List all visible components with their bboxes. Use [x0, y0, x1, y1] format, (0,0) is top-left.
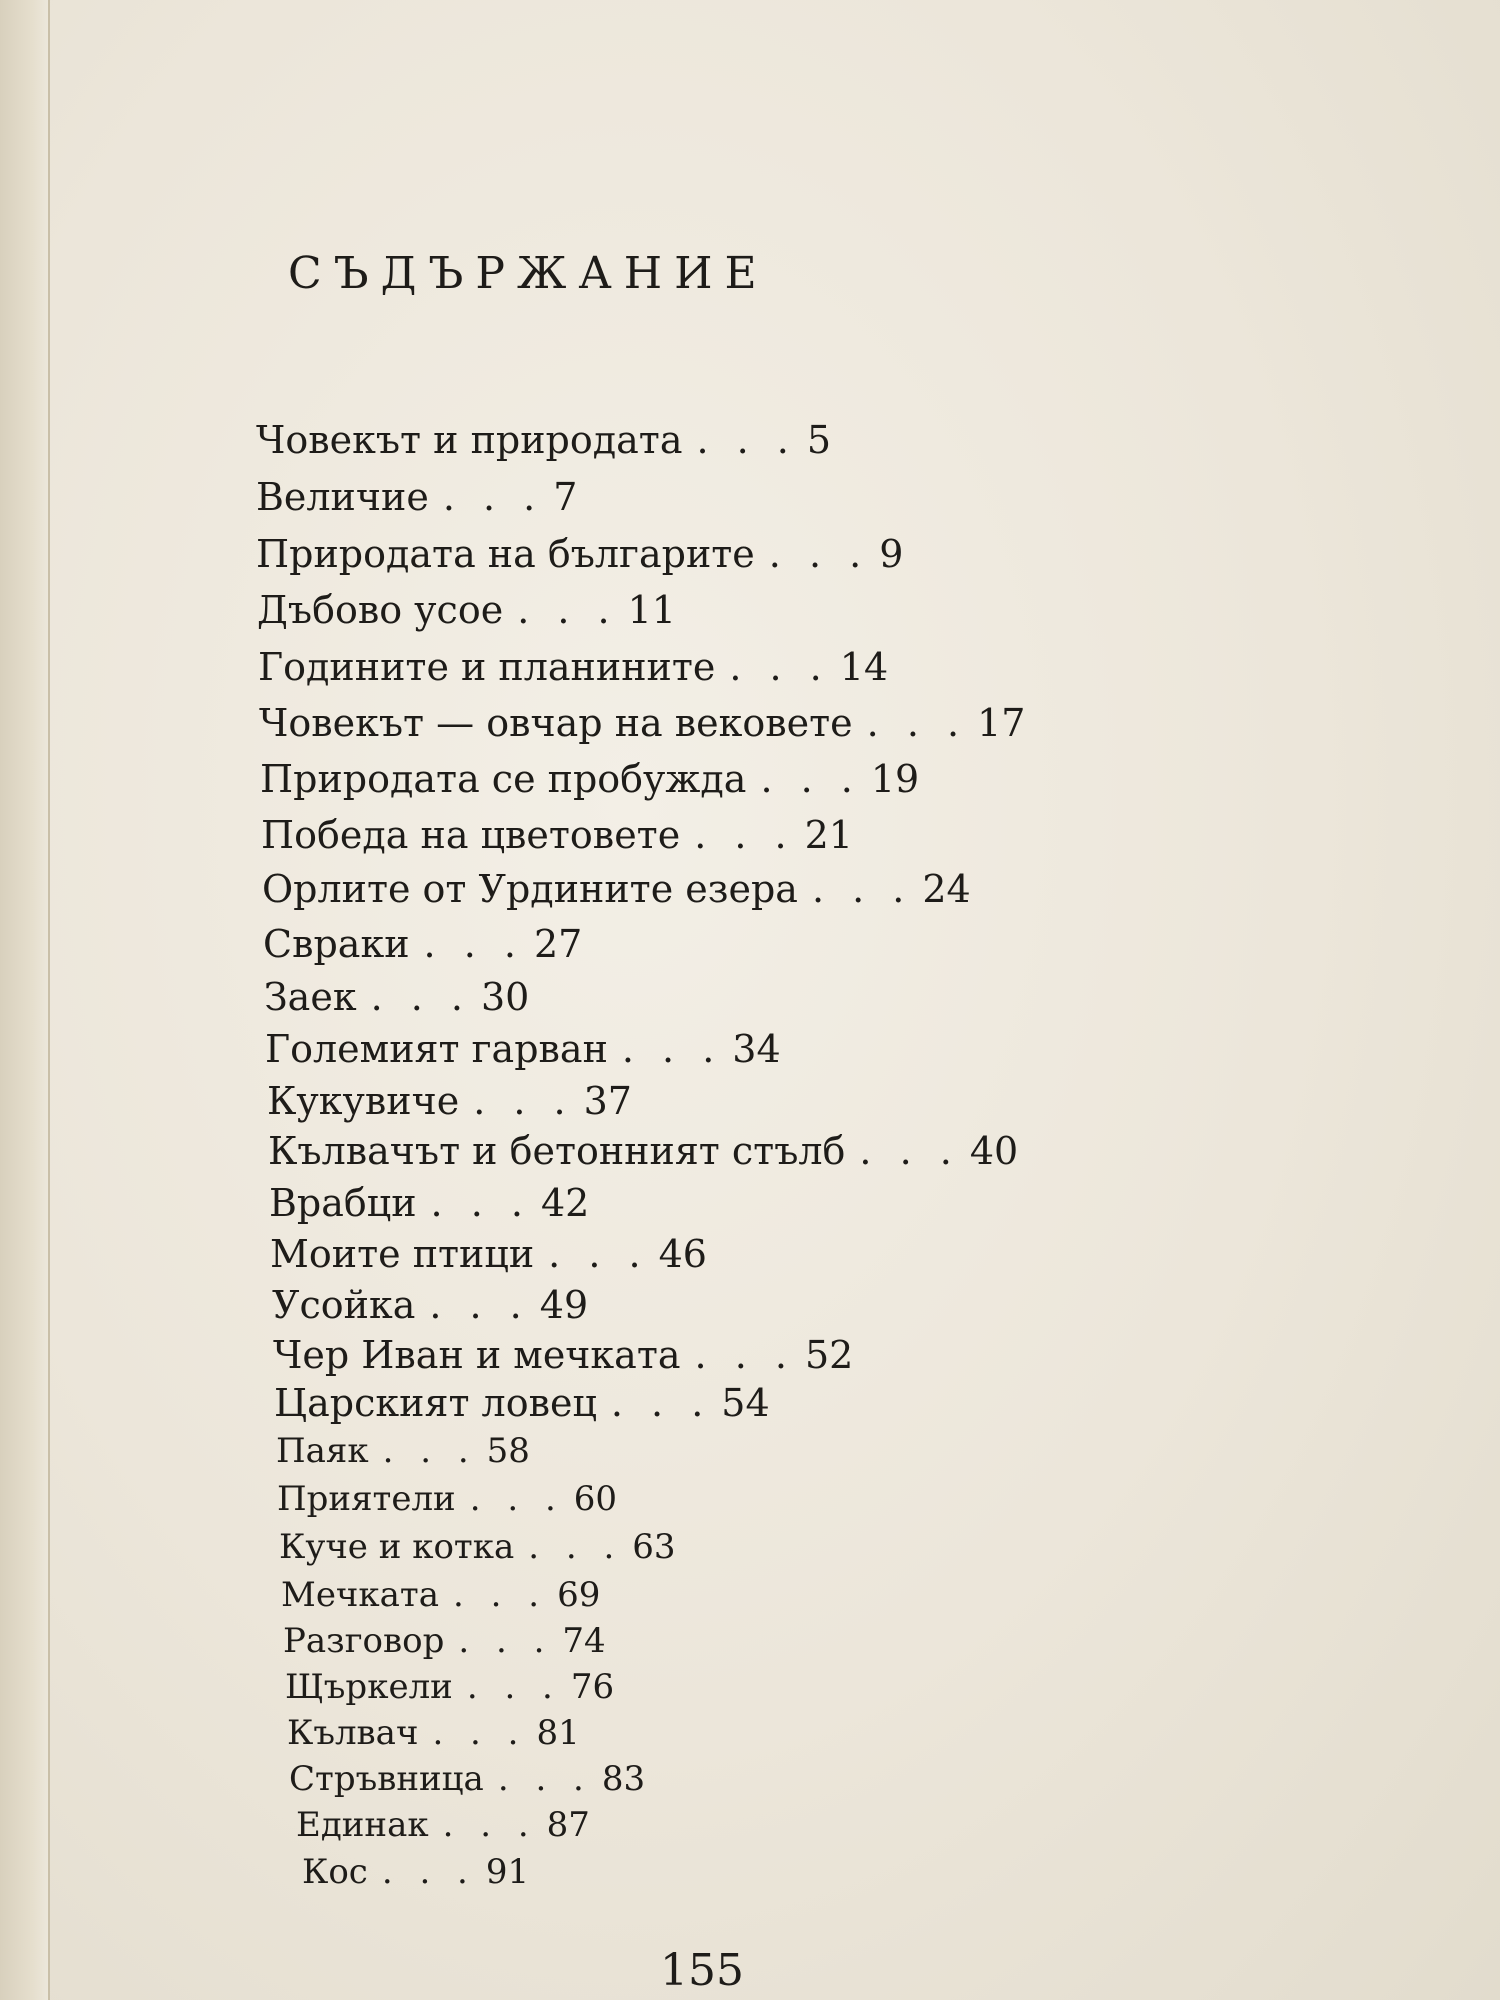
- toc-entry-title: Кълвач: [287, 1713, 419, 1753]
- toc-entry-page: 52: [804, 1333, 854, 1377]
- toc-entry-page: 81: [536, 1713, 580, 1753]
- toc-entry-page: 49: [539, 1283, 589, 1327]
- toc-entry-title: Разговор: [283, 1621, 445, 1661]
- toc-entry-leader: . . .: [497, 1759, 592, 1799]
- toc-entry-leader: . . .: [442, 1805, 537, 1845]
- toc-entry-leader: . . .: [458, 1621, 553, 1661]
- toc-entry: [256, 532, 904, 576]
- toc-entry: [257, 588, 676, 632]
- toc-entry-leader: . . .: [517, 588, 618, 632]
- toc-entry-title: Годините и планините: [258, 645, 716, 689]
- toc-entry: [302, 1852, 530, 1892]
- toc-entry-page: 7: [553, 475, 578, 519]
- toc-entry-leader: . . .: [866, 701, 968, 745]
- toc-entry-page: 63: [632, 1527, 676, 1567]
- toc-entry-title: Моите птици: [270, 1232, 535, 1276]
- toc-entry-leader: . . .: [859, 1129, 960, 1173]
- toc-entry-page: 11: [627, 588, 676, 632]
- toc-entry-leader: . . .: [760, 757, 861, 801]
- toc-entry-title: Кукувиче: [267, 1079, 460, 1123]
- toc-entry-leader: . . .: [729, 645, 830, 689]
- toc-entry-leader: . . .: [694, 813, 795, 857]
- toc-entry-page: 42: [540, 1181, 590, 1225]
- toc-entry: [256, 418, 832, 462]
- toc-entry: [281, 1575, 601, 1615]
- toc-entry-title: Кос: [302, 1852, 368, 1892]
- toc-entry: [289, 1759, 646, 1799]
- contents-heading: СЪДЪРЖАНИЕ: [288, 248, 769, 299]
- toc-entry: [269, 1181, 590, 1225]
- toc-entry: [268, 1129, 1019, 1173]
- toc-entry-leader: . . .: [429, 1283, 530, 1327]
- toc-entry: [264, 975, 530, 1019]
- toc-entry-title: Кълвачът и бетонният стълб: [268, 1129, 846, 1173]
- toc-entry-leader: . . .: [548, 1232, 649, 1276]
- toc-entry-leader: . . .: [610, 1381, 712, 1425]
- toc-entry-leader: . . .: [621, 1027, 723, 1071]
- toc-entry-title: Стръвница: [289, 1759, 484, 1799]
- toc-entry-leader: . . .: [381, 1852, 476, 1892]
- toc-entry-page: 58: [486, 1431, 530, 1471]
- toc-entry-title: Свраки: [263, 922, 410, 966]
- toc-entry-page: 27: [533, 922, 583, 966]
- toc-entry: [262, 867, 971, 911]
- toc-entry: [285, 1667, 615, 1707]
- toc-entry-title: Човекът — овчар на вековете: [259, 701, 853, 745]
- toc-entry-page: 30: [480, 975, 530, 1019]
- toc-entry: [272, 1283, 589, 1327]
- toc-entry-page: 14: [839, 645, 889, 689]
- toc-entry-leader: . . .: [768, 532, 870, 576]
- toc-entry: [287, 1713, 580, 1753]
- toc-entry-title: Усойка: [272, 1283, 416, 1327]
- toc-entry-title: Мечката: [281, 1575, 440, 1615]
- toc-entry-title: Победа на цветовете: [261, 813, 681, 857]
- toc-entry-page: 74: [562, 1621, 606, 1661]
- toc-entry-page: 76: [570, 1667, 615, 1707]
- toc-entry-page: 91: [485, 1852, 530, 1892]
- toc-entry-page: 37: [583, 1079, 632, 1123]
- toc-entry: [260, 757, 920, 801]
- toc-entry-page: 69: [557, 1575, 601, 1615]
- toc-entry-leader: . . .: [423, 922, 524, 966]
- toc-entry-title: Врабци: [269, 1181, 417, 1225]
- toc-entry-leader: . . .: [466, 1667, 561, 1707]
- toc-entry-page: 46: [658, 1232, 707, 1276]
- toc-entry-page: 9: [879, 532, 904, 576]
- toc-entry-leader: . . .: [432, 1713, 527, 1753]
- toc-entry: [277, 1479, 618, 1519]
- toc-entry: [276, 1431, 530, 1471]
- toc-entry-title: Природата на българите: [256, 532, 755, 576]
- toc-entry-leader: . . .: [811, 867, 913, 911]
- toc-entry-title: Царският ловец: [274, 1381, 597, 1425]
- toc-entry-title: Заек: [264, 975, 357, 1019]
- toc-entry: [258, 645, 889, 689]
- toc-entry: [261, 813, 853, 857]
- toc-entry-leader: . . .: [528, 1527, 623, 1567]
- toc-entry-title: Чер Иван и мечката: [273, 1333, 681, 1377]
- toc-entry-page: 60: [573, 1479, 618, 1519]
- page-number: 155: [660, 1945, 744, 1996]
- toc-entry-title: Паяк: [276, 1431, 369, 1471]
- toc-entry: [274, 1381, 770, 1425]
- toc-entry-title: Големият гарван: [265, 1027, 608, 1071]
- toc-entry: [279, 1527, 676, 1567]
- toc-entry: [256, 475, 578, 519]
- toc-entry-leader: . . .: [382, 1431, 477, 1471]
- toc-entry-title: Куче и котка: [279, 1527, 515, 1567]
- toc-entry-page: 83: [601, 1759, 646, 1799]
- toc-entry-title: Дъбово усое: [257, 588, 504, 632]
- toc-entry: [263, 922, 583, 966]
- toc-entry-page: 24: [922, 867, 971, 911]
- toc-entry-title: Единак: [296, 1805, 429, 1845]
- toc-entry: [267, 1079, 632, 1123]
- toc-entry-leader: . . .: [696, 418, 797, 462]
- toc-entry-title: Природата се пробужда: [260, 757, 747, 801]
- toc-entry-leader: . . .: [473, 1079, 574, 1123]
- toc-entry-title: Приятели: [277, 1479, 456, 1519]
- toc-entry-page: 87: [546, 1805, 590, 1845]
- toc-entry: [283, 1621, 606, 1661]
- toc-entry-page: 34: [732, 1027, 781, 1071]
- toc-entry-page: 40: [969, 1129, 1019, 1173]
- toc-entry-page: 54: [721, 1381, 770, 1425]
- toc-entry-title: Величие: [256, 475, 429, 519]
- toc-entry-page: 17: [977, 701, 1026, 745]
- toc-entry-leader: . . .: [370, 975, 471, 1019]
- toc-entry-leader: . . .: [469, 1479, 564, 1519]
- toc-entry-page: 21: [804, 813, 853, 857]
- toc-entry-title: Орлите от Урдините езера: [262, 867, 798, 911]
- toc-entry-leader: . . .: [694, 1333, 795, 1377]
- toc-entry-leader: . . .: [453, 1575, 548, 1615]
- toc-entry-page: 19: [870, 757, 920, 801]
- toc-entry-title: Човекът и природата: [256, 418, 683, 462]
- toc-entry-title: Щъркели: [285, 1667, 453, 1707]
- toc-entry: [270, 1232, 707, 1276]
- toc-entry: [296, 1805, 590, 1845]
- toc-entry: [265, 1027, 781, 1071]
- toc-entry: [273, 1333, 854, 1377]
- toc-entry-leader: . . .: [442, 475, 544, 519]
- toc-entry-page: 5: [806, 418, 832, 462]
- toc-entry-leader: . . .: [430, 1181, 531, 1225]
- toc-entry: [259, 701, 1026, 745]
